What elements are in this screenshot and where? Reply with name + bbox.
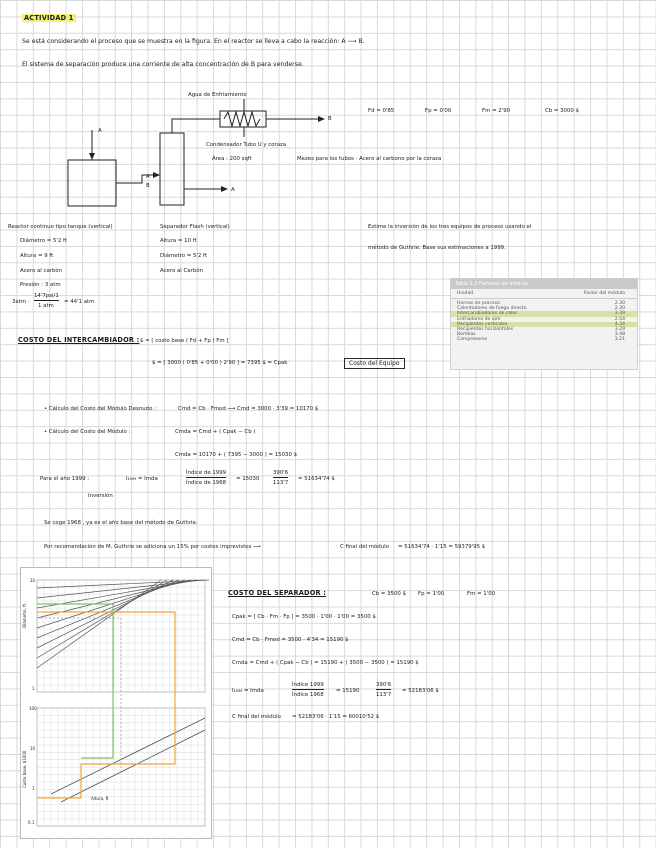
area-note: Mezes para los tubos · Acero al carbono por la coraza bbox=[297, 156, 442, 162]
module-table-factor: 3.21 bbox=[614, 337, 625, 343]
separator-cost-line-3: Cmda = Cmd + ( Cpak − Cb ) = 15190 + ( 3500 − 3500 ) = 15190 $ bbox=[232, 660, 419, 666]
module-table-factor: 3.39 bbox=[614, 311, 625, 317]
chart-tick-top-1: 1 bbox=[32, 686, 35, 691]
separator-cost-header: COSTO DEL SEPARADOR : bbox=[228, 589, 327, 597]
chart-tick-top-10: 10 bbox=[30, 578, 36, 583]
exchanger-final-value: = 51634'74 · 1'15 = 59379'95 $ bbox=[398, 544, 486, 550]
guthrie-cost-chart bbox=[20, 567, 212, 839]
exchanger-calc-1-label: • Cálculo del Costo del Módulo Desnudo : bbox=[44, 406, 156, 412]
separator-cost-fm: Fm = 1'00 bbox=[467, 591, 496, 597]
module-table-unit: Compresores bbox=[457, 337, 488, 343]
module-factor-table bbox=[450, 278, 638, 370]
stream-b-mid: B bbox=[146, 183, 150, 189]
exchanger-val-den: 113'7 bbox=[273, 480, 289, 486]
intro-line-1: Se está considerando el proceso que se muestra en la figura. En el reactor se lleva a cabo la reacción: A ⟶ B. bbox=[22, 38, 365, 45]
module-table-header-unit: Unidad bbox=[457, 291, 474, 296]
chart-tick-bot-100: 100 bbox=[29, 706, 37, 711]
module-table-unit: Bombas bbox=[457, 332, 476, 338]
module-table-factor: 3.29 bbox=[614, 326, 625, 332]
exchanger-year-label: Para el año 1999 : bbox=[40, 476, 90, 482]
condenser-label: Condensador Tubo U y coraza bbox=[206, 142, 287, 148]
estimate-line-2: método de Guthrie. Base sus estimaciones a 1999. bbox=[368, 245, 506, 251]
reactor-ratio-num: 14'7psi/1 bbox=[34, 293, 59, 299]
separator-cost-final-label: C final del módulo bbox=[232, 714, 281, 720]
module-table-unit: Recipientes horizontales bbox=[457, 326, 514, 332]
separator-cost-cb: Cb = 3500 $ bbox=[372, 591, 406, 597]
exchanger-header: COSTO DEL INTERCAMBIADOR : bbox=[18, 336, 140, 344]
exchanger-formula-1: $ = [ costo base ( Fd + Fp ) Fm ] bbox=[140, 338, 229, 344]
page-title: ACTIVIDAD 1 bbox=[24, 14, 74, 22]
module-table-row bbox=[451, 337, 637, 342]
exchanger-val-num: 390'6 bbox=[273, 470, 289, 476]
module-table-factor: 2.54 bbox=[614, 316, 625, 322]
chart-tick-bot-1: 1 bbox=[32, 786, 35, 791]
separator-cost-val-num: 390'6 bbox=[376, 682, 392, 688]
separator-material: Acero al Carbón bbox=[160, 268, 203, 274]
exchanger-final-label: C final del módulo bbox=[340, 544, 389, 550]
separator-cost-line-4-left: I₁₉₉₉ = Imda bbox=[232, 688, 264, 694]
exchanger-note-1: Se coge 1968 , ya es el año base del método de Guthrie. bbox=[44, 520, 198, 526]
exchanger-formula-2-tag: Costo del Equipo bbox=[344, 358, 405, 369]
separator-diameter: Diámetro = 5'2 ft bbox=[160, 253, 207, 259]
separator-title: Separador Flash (vertical) bbox=[160, 224, 230, 230]
exchanger-note-2: Por recomendación de M. Guthrie se adiciona un 15% por costos imprevistos ⟶ bbox=[44, 544, 261, 550]
exchanger-calc-2: Cmda = Cmd + ( Cpak − Cb ) bbox=[175, 429, 256, 435]
reactor-material: Acero al carbón bbox=[20, 268, 63, 274]
stream-a-out: A bbox=[231, 187, 235, 193]
stream-a-mid: A bbox=[146, 174, 150, 180]
separator-height: Altura = 10 ft bbox=[160, 238, 197, 244]
factor-cb: Cb = 3000 $ bbox=[545, 108, 579, 114]
module-table-factor: 2.30 bbox=[614, 306, 625, 312]
area-label: Área : 200 sqft bbox=[212, 156, 252, 162]
factor-fp: Fp = 0'00 bbox=[425, 108, 452, 114]
exchanger-year-result: = 15030 bbox=[236, 476, 260, 482]
exchanger-calc-2-label: • Cálculo del Costo del Módulo : bbox=[44, 429, 131, 435]
reactor-ratio-prefix: 3atm · bbox=[12, 299, 30, 305]
intro-line-2: El sistema de separación produce una corriente de alta concentración de B para venderse. bbox=[22, 61, 304, 68]
separator-cost-fp: Fp = 1'00 bbox=[418, 591, 445, 597]
factor-fm: Fm = 2'90 bbox=[482, 108, 511, 114]
stream-b-out: B bbox=[328, 116, 332, 122]
exchanger-formula-2: $ = [ 3000 ( 0'85 + 0'00 ) 2'90 ] = 7395 $ = Cpak bbox=[152, 360, 288, 366]
flash-separator bbox=[160, 133, 184, 205]
module-table-unit: Hornos de proceso bbox=[457, 301, 500, 306]
module-table-unit: Recipientes verticales bbox=[457, 321, 508, 327]
module-table-header-factor: Factor del módulo bbox=[583, 291, 625, 296]
reactor-ratio-result: = 44'1 atm bbox=[64, 299, 95, 305]
guthrie-chart-svg bbox=[21, 568, 211, 838]
separator-cost-line-4-right: = 52183'06 $ bbox=[402, 688, 439, 694]
separator-cost-line-1: Cpak = [ Cb · Fm · Fp ] = 3500 · 1'00 · 1'00 = 3500 $ bbox=[232, 614, 376, 620]
exchanger-index-num: Índice de 1999 bbox=[186, 470, 227, 476]
factor-fd: Fd = 0'85 bbox=[368, 108, 395, 114]
reactor-ratio-den: 1 atm bbox=[38, 303, 54, 309]
reactor-diameter: Diámetro = 5'2 ft bbox=[20, 238, 67, 244]
exchanger-index-den: Índice de 1968 bbox=[186, 480, 227, 486]
chart-tick-bot-01: 0.1 bbox=[28, 820, 35, 825]
separator-cost-val-den: 113'7 bbox=[376, 692, 392, 698]
exchanger-year-formula: I₁₉₉₉ = Imda bbox=[126, 476, 158, 482]
stream-a-top: A bbox=[98, 128, 102, 134]
water-label: Agua de Enfriamiento bbox=[188, 92, 247, 98]
reactor-height: Altura = 9 ft bbox=[20, 253, 54, 259]
chart-bottom-xlabel: Altura, ft bbox=[91, 796, 109, 801]
reactor-title: Reactor continuo tipo tanque (vertical) bbox=[8, 224, 113, 230]
separator-cost-line-2: Cmd = Cb · Fmod = 3500 · 4'34 = 15190 $ bbox=[232, 637, 349, 643]
exchanger-calc-1: Cmd = Cb · Fmod ⟶ Cmd = 3000 · 3'39 = 10170 $ bbox=[178, 406, 319, 412]
module-table-unit: Intercambiadores de calor bbox=[457, 311, 518, 317]
separator-cost-line-4-mid: = 15190 bbox=[336, 688, 360, 694]
module-table-title: Tabla 2.3 Factores de módulo bbox=[451, 279, 637, 289]
chart-top-ylabel: Diámetro, ft bbox=[22, 603, 27, 628]
module-table-factor: 3.48 bbox=[614, 332, 625, 338]
separator-cost-index-num: Índice 1999 bbox=[292, 682, 324, 688]
module-table-unit: Calentadores de fuego directo bbox=[457, 306, 527, 312]
separator-cost-index-den: Índice 1968 bbox=[292, 692, 324, 698]
separator-cost-final: = 52183'06 · 1'15 = 60010'52 $ bbox=[292, 714, 380, 720]
module-table-unit: Enfriadores de aire bbox=[457, 316, 501, 322]
module-table-factor: 4.34 bbox=[614, 321, 625, 327]
exchanger-calc-3: Cmda = 10170 + ( 7395 − 3000 ) = 15030 $ bbox=[175, 452, 298, 458]
chart-tick-bot-10: 10 bbox=[30, 746, 36, 751]
chart-bottom-ylabel: Costo base, $1000 bbox=[22, 750, 27, 788]
process-diagram bbox=[60, 85, 360, 215]
inversion-label: Inversión bbox=[88, 493, 113, 499]
exchanger-year-result-2: = 51634'74 $ bbox=[298, 476, 335, 482]
module-table-factor: 2.30 bbox=[614, 301, 625, 306]
reactor-pressure: Presión : 3 atm bbox=[20, 282, 61, 288]
estimate-line-1: Estime la inversión de los tres equipos de proceso usando el bbox=[368, 224, 532, 230]
reactor-vessel bbox=[68, 160, 116, 206]
